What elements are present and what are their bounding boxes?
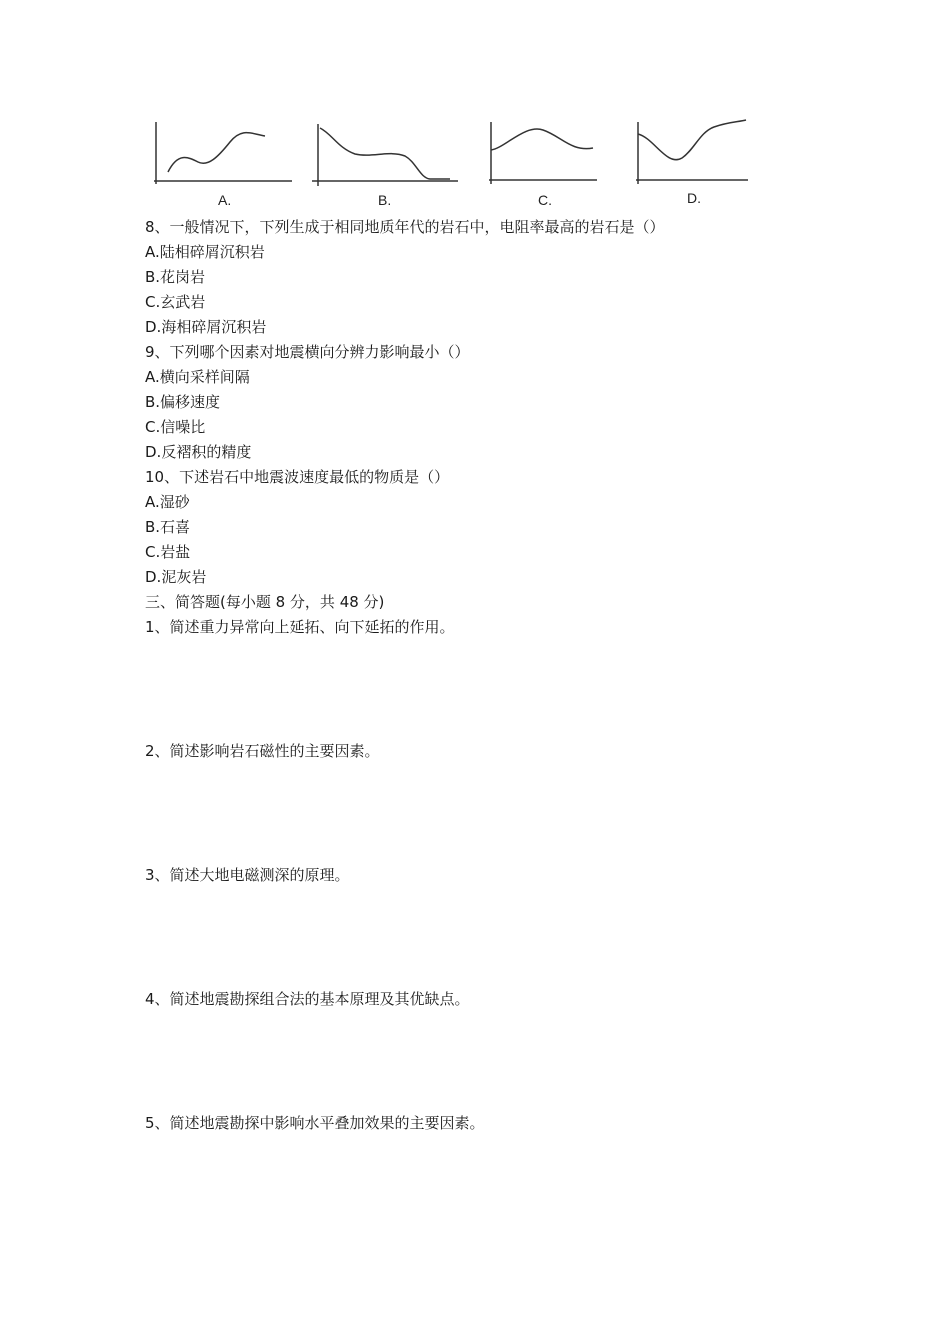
short-answer-3: 3、简述大地电磁测深的原理。	[145, 866, 350, 884]
question-10-option-c: C.岩盐	[145, 543, 191, 561]
answer-space-3	[145, 888, 845, 987]
question-8-stem: 8、一般情况下，下列生成于相同地质年代的岩石中，电阻率最高的岩石是（）	[145, 218, 665, 236]
question-10-option-d: D.泥灰岩	[145, 568, 207, 586]
document-body	[145, 215, 845, 1136]
question-10-stem: 10、下述岩石中地震波速度最低的物质是（）	[145, 468, 450, 486]
question-8-option-d: D.海相碎屑沉积岩	[145, 318, 267, 336]
curve-b-label: B.	[378, 192, 392, 208]
question-9-option-b: B.偏移速度	[145, 393, 221, 411]
short-answer-1: 1、简述重力异常向上延拓、向下延拓的作用。	[145, 618, 455, 636]
question-8-option-b: B.花岗岩	[145, 268, 206, 286]
short-answer-5: 5、简述地震勘探中影响水平叠加效果的主要因素。	[145, 1114, 485, 1132]
answer-space-4	[145, 1012, 845, 1111]
curve-c-graph	[485, 112, 600, 192]
curve-a-label: A.	[218, 192, 232, 208]
answer-space-2	[145, 764, 845, 863]
question-9-option-c: C.信噪比	[145, 418, 206, 436]
curve-a-graph	[150, 112, 295, 192]
question-9-option-a: A.横向采样间隔	[145, 368, 250, 386]
short-answer-4: 4、简述地震勘探组合法的基本原理及其优缺点。	[145, 990, 470, 1008]
question-10-option-b: B.石喜	[145, 518, 191, 536]
curve-b-graph	[310, 112, 460, 192]
curve-d-graph	[632, 112, 752, 192]
question-9-option-d: D.反褶积的精度	[145, 443, 252, 461]
short-answer-2: 2、简述影响岩石磁性的主要因素。	[145, 742, 380, 760]
curve-c-label: C.	[538, 192, 552, 208]
question-8-option-c: C.玄武岩	[145, 293, 206, 311]
section-3-heading: 三、简答题(每小题 8 分，共 48 分)	[145, 593, 385, 611]
answer-space-1	[145, 640, 845, 739]
question-9-stem: 9、下列哪个因素对地震横向分辨力影响最小（）	[145, 343, 470, 361]
question-10-option-a: A.湿砂	[145, 493, 190, 511]
curve-figure	[150, 112, 750, 212]
question-8-option-a: A.陆相碎屑沉积岩	[145, 243, 265, 261]
curve-d-label: D.	[687, 190, 701, 206]
